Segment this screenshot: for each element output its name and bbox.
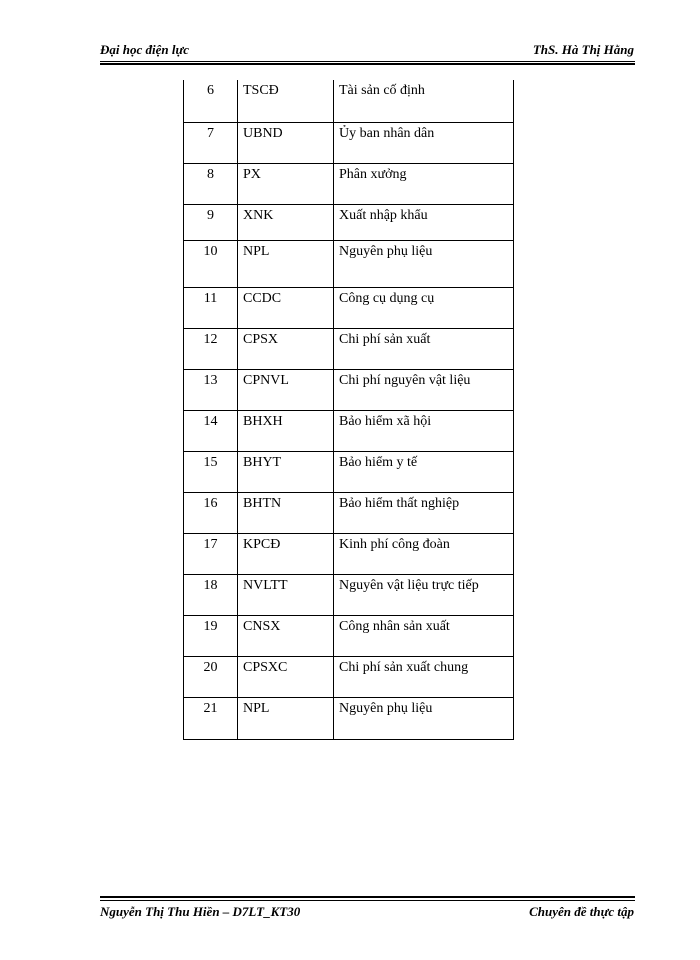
table-row bbox=[184, 328, 514, 369]
row-number: 21 bbox=[184, 697, 238, 739]
header-institution: Đại học điện lực bbox=[100, 42, 190, 57]
row-number: 8 bbox=[184, 163, 238, 204]
header-rule-thick bbox=[100, 63, 635, 65]
row-full-name: Bảo hiểm xã hội bbox=[334, 410, 514, 451]
table-row bbox=[184, 574, 514, 615]
row-abbreviation: CPNVL bbox=[238, 369, 334, 410]
row-full-name: Công cụ dụng cụ bbox=[334, 287, 514, 328]
row-full-name: Phân xưởng bbox=[334, 163, 514, 204]
row-full-name: Tài sản cố định bbox=[334, 80, 514, 122]
table-row bbox=[184, 80, 514, 122]
row-number: 15 bbox=[184, 451, 238, 492]
row-full-name: Chi phí sản xuất chung bbox=[334, 656, 514, 697]
row-full-name: Kinh phí công đoàn bbox=[334, 533, 514, 574]
abbreviation-table bbox=[183, 80, 513, 740]
row-number: 10 bbox=[184, 240, 238, 287]
row-full-name: Nguyên vật liệu trực tiếp bbox=[334, 574, 514, 615]
row-number: 13 bbox=[184, 369, 238, 410]
row-full-name: Bảo hiểm y tế bbox=[334, 451, 514, 492]
table-row bbox=[184, 287, 514, 328]
table-row bbox=[184, 492, 514, 533]
row-abbreviation: NPL bbox=[238, 240, 334, 287]
table-row bbox=[184, 533, 514, 574]
row-abbreviation: BHYT bbox=[238, 451, 334, 492]
row-abbreviation: XNK bbox=[238, 204, 334, 240]
table-row bbox=[184, 656, 514, 697]
row-abbreviation: CPSX bbox=[238, 328, 334, 369]
footer-rule-thick bbox=[100, 896, 635, 898]
row-abbreviation: BHXH bbox=[238, 410, 334, 451]
row-full-name: Nguyên phụ liệu bbox=[334, 697, 514, 739]
row-number: 7 bbox=[184, 122, 238, 163]
row-full-name: Công nhân sản xuất bbox=[334, 615, 514, 656]
table-row bbox=[184, 697, 514, 739]
row-abbreviation: UBND bbox=[238, 122, 334, 163]
table-row bbox=[184, 410, 514, 451]
row-abbreviation: PX bbox=[238, 163, 334, 204]
row-abbreviation: NPL bbox=[238, 697, 334, 739]
row-abbreviation: NVLTT bbox=[238, 574, 334, 615]
table-row bbox=[184, 240, 514, 287]
table-row bbox=[184, 615, 514, 656]
abbreviation-table-grid bbox=[183, 80, 514, 740]
row-full-name: Chi phí sản xuất bbox=[334, 328, 514, 369]
table-row bbox=[184, 122, 514, 163]
row-number: 14 bbox=[184, 410, 238, 451]
header-supervisor: ThS. Hà Thị Hằng bbox=[532, 42, 634, 57]
table-row bbox=[184, 204, 514, 240]
row-number: 18 bbox=[184, 574, 238, 615]
row-number: 11 bbox=[184, 287, 238, 328]
row-abbreviation: CNSX bbox=[238, 615, 334, 656]
page-footer bbox=[100, 904, 634, 922]
row-number: 20 bbox=[184, 656, 238, 697]
table-row bbox=[184, 369, 514, 410]
row-full-name: Xuất nhập khẩu bbox=[334, 204, 514, 240]
footer-document-type: Chuyên đề thực tập bbox=[529, 904, 634, 919]
row-abbreviation: TSCĐ bbox=[238, 80, 334, 122]
header-rule-thin bbox=[100, 61, 635, 62]
table-row bbox=[184, 163, 514, 204]
row-full-name: Bảo hiểm thất nghiệp bbox=[334, 492, 514, 533]
row-abbreviation: CCDC bbox=[238, 287, 334, 328]
row-abbreviation: KPCĐ bbox=[238, 533, 334, 574]
table-row bbox=[184, 451, 514, 492]
row-full-name: Nguyên phụ liệu bbox=[334, 240, 514, 287]
row-full-name: Ủy ban nhân dân bbox=[334, 122, 514, 163]
row-abbreviation: BHTN bbox=[238, 492, 334, 533]
row-number: 16 bbox=[184, 492, 238, 533]
row-full-name: Chi phí nguyên vật liệu bbox=[334, 369, 514, 410]
footer-author: Nguyễn Thị Thu Hiền – D7LT_KT30 bbox=[100, 904, 301, 919]
footer-rule-thin bbox=[100, 900, 635, 901]
row-abbreviation: CPSXC bbox=[238, 656, 334, 697]
row-number: 9 bbox=[184, 204, 238, 240]
row-number: 19 bbox=[184, 615, 238, 656]
row-number: 12 bbox=[184, 328, 238, 369]
row-number: 6 bbox=[184, 80, 238, 122]
page-header bbox=[100, 42, 634, 60]
row-number: 17 bbox=[184, 533, 238, 574]
